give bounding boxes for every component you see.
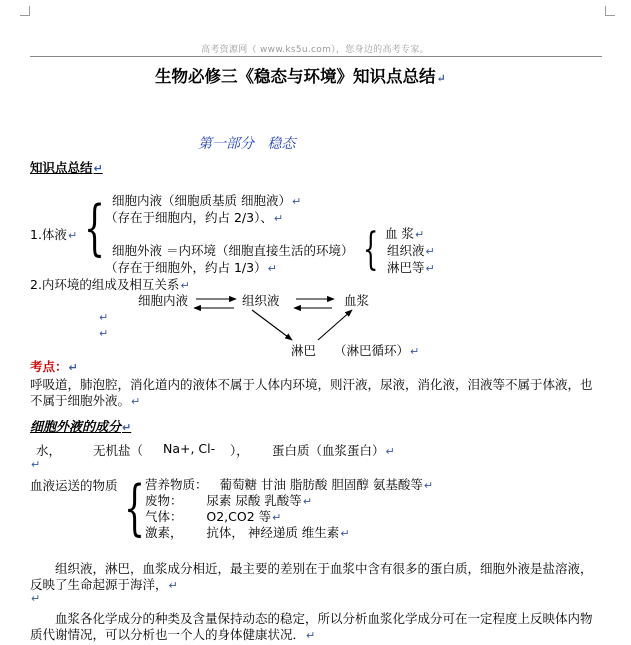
crop-mark-top-left [20, 6, 30, 16]
para-mark: ↵ [31, 458, 41, 471]
component-inorganic-salt: 无机盐（ [93, 443, 144, 458]
para-mark: ↵ [99, 311, 109, 324]
document-title: 生物必修三《稳态与环境》知识点总结↵ [155, 67, 446, 86]
exam-point-text-2: 不属于细胞外液。↵ [30, 393, 141, 408]
transport-row-hormones: 激素， 抗体， 神经递质 维生素↵ [145, 525, 350, 540]
arrow-tissue-to-lymph [252, 310, 292, 340]
extracellular-note: （存在于细胞外，约占 1/3）↵ [105, 260, 277, 275]
lymph-circulation-note: （淋巴循环）↵ [334, 343, 420, 358]
component-plasma: 血 浆↵ [385, 226, 425, 241]
paragraph-2-line-2: 质代谢情况，可以分析也一个人的身体健康状况．↵ [30, 627, 316, 642]
component-water: 水， [36, 443, 62, 458]
intracellular-fluid: 细胞内液（细胞质基质 细胞液）↵ [112, 193, 302, 208]
arrow-lymph-to-plasma [318, 310, 352, 340]
node-plasma: 血浆 [344, 293, 370, 308]
paragraph-1-line-1: 组织液，淋巴，血浆成分相近，最主要的差别在于血浆中含有很多的蛋白质，细胞外液是盐溶液， [55, 561, 593, 576]
component-lymph: 淋巴等↵ [387, 260, 435, 275]
exam-point-label: 考点：↵ [30, 359, 78, 374]
body-fluid-label: 1.体液↵ [30, 227, 78, 242]
component-ions-close: ）， [230, 443, 249, 458]
node-cell-fluid: 细胞内液 [138, 293, 189, 308]
exam-point-text-1: 呼吸道，肺泡腔，消化道内的液体不属于人体内环境，则汗液，尿液，消化液，泪液等不属于体液，也 [30, 377, 593, 392]
brace-body-fluid: { [84, 193, 106, 263]
part-heading: 第一部分 稳态 [198, 136, 296, 152]
transport-label: 血液运送的物质 [30, 478, 118, 493]
intracellular-note: （存在于细胞内，约占 2/3）、↵ [105, 210, 284, 225]
paragraph-1-line-2: 反映了生命起源于海洋，↵ [30, 577, 178, 592]
crop-mark-top-right [605, 6, 615, 16]
para-mark: ↵ [99, 327, 109, 340]
para-mark: ↵ [31, 592, 41, 605]
node-tissue-fluid: 组织液 [242, 293, 280, 308]
transport-row-waste: 废物： 尿素 尿酸 乳酸等↵ [145, 493, 313, 508]
page-header: 高考资源网（ www.ks5u.com），您身边的高考专家。 [201, 45, 429, 55]
section-heading-components: 细胞外液的成分↵ [30, 420, 132, 435]
header-rule [30, 56, 602, 57]
component-protein: 蛋白质（血浆蛋白）↵ [272, 443, 395, 458]
relation-heading: 2.内环境的组成及相互关系↵ [30, 277, 190, 292]
brace-transport: { [124, 473, 146, 543]
node-lymph: 淋巴 [291, 343, 317, 358]
extracellular-fluid: 细胞外液 ＝内环境（细胞直接生活的环境） [112, 243, 354, 258]
paragraph-2-line-1: 血浆各化学成分的种类及含量保持动态的稳定，所以分析血浆化学成分可在一定程度上反映体内物 [55, 611, 593, 626]
transport-row-gas: 气体： O2,CO2 等↵ [145, 509, 282, 524]
component-tissue-fluid: 组织液↵ [387, 243, 435, 258]
component-ions: Na+, Cl- [163, 441, 216, 456]
transport-row-nutrients: 营养物质： 葡萄糖 甘油 脂肪酸 胆固醇 氨基酸等↵ [145, 477, 434, 492]
brace-components: { [363, 224, 379, 275]
section-heading-summary: 知识点总结↵ [30, 160, 103, 175]
